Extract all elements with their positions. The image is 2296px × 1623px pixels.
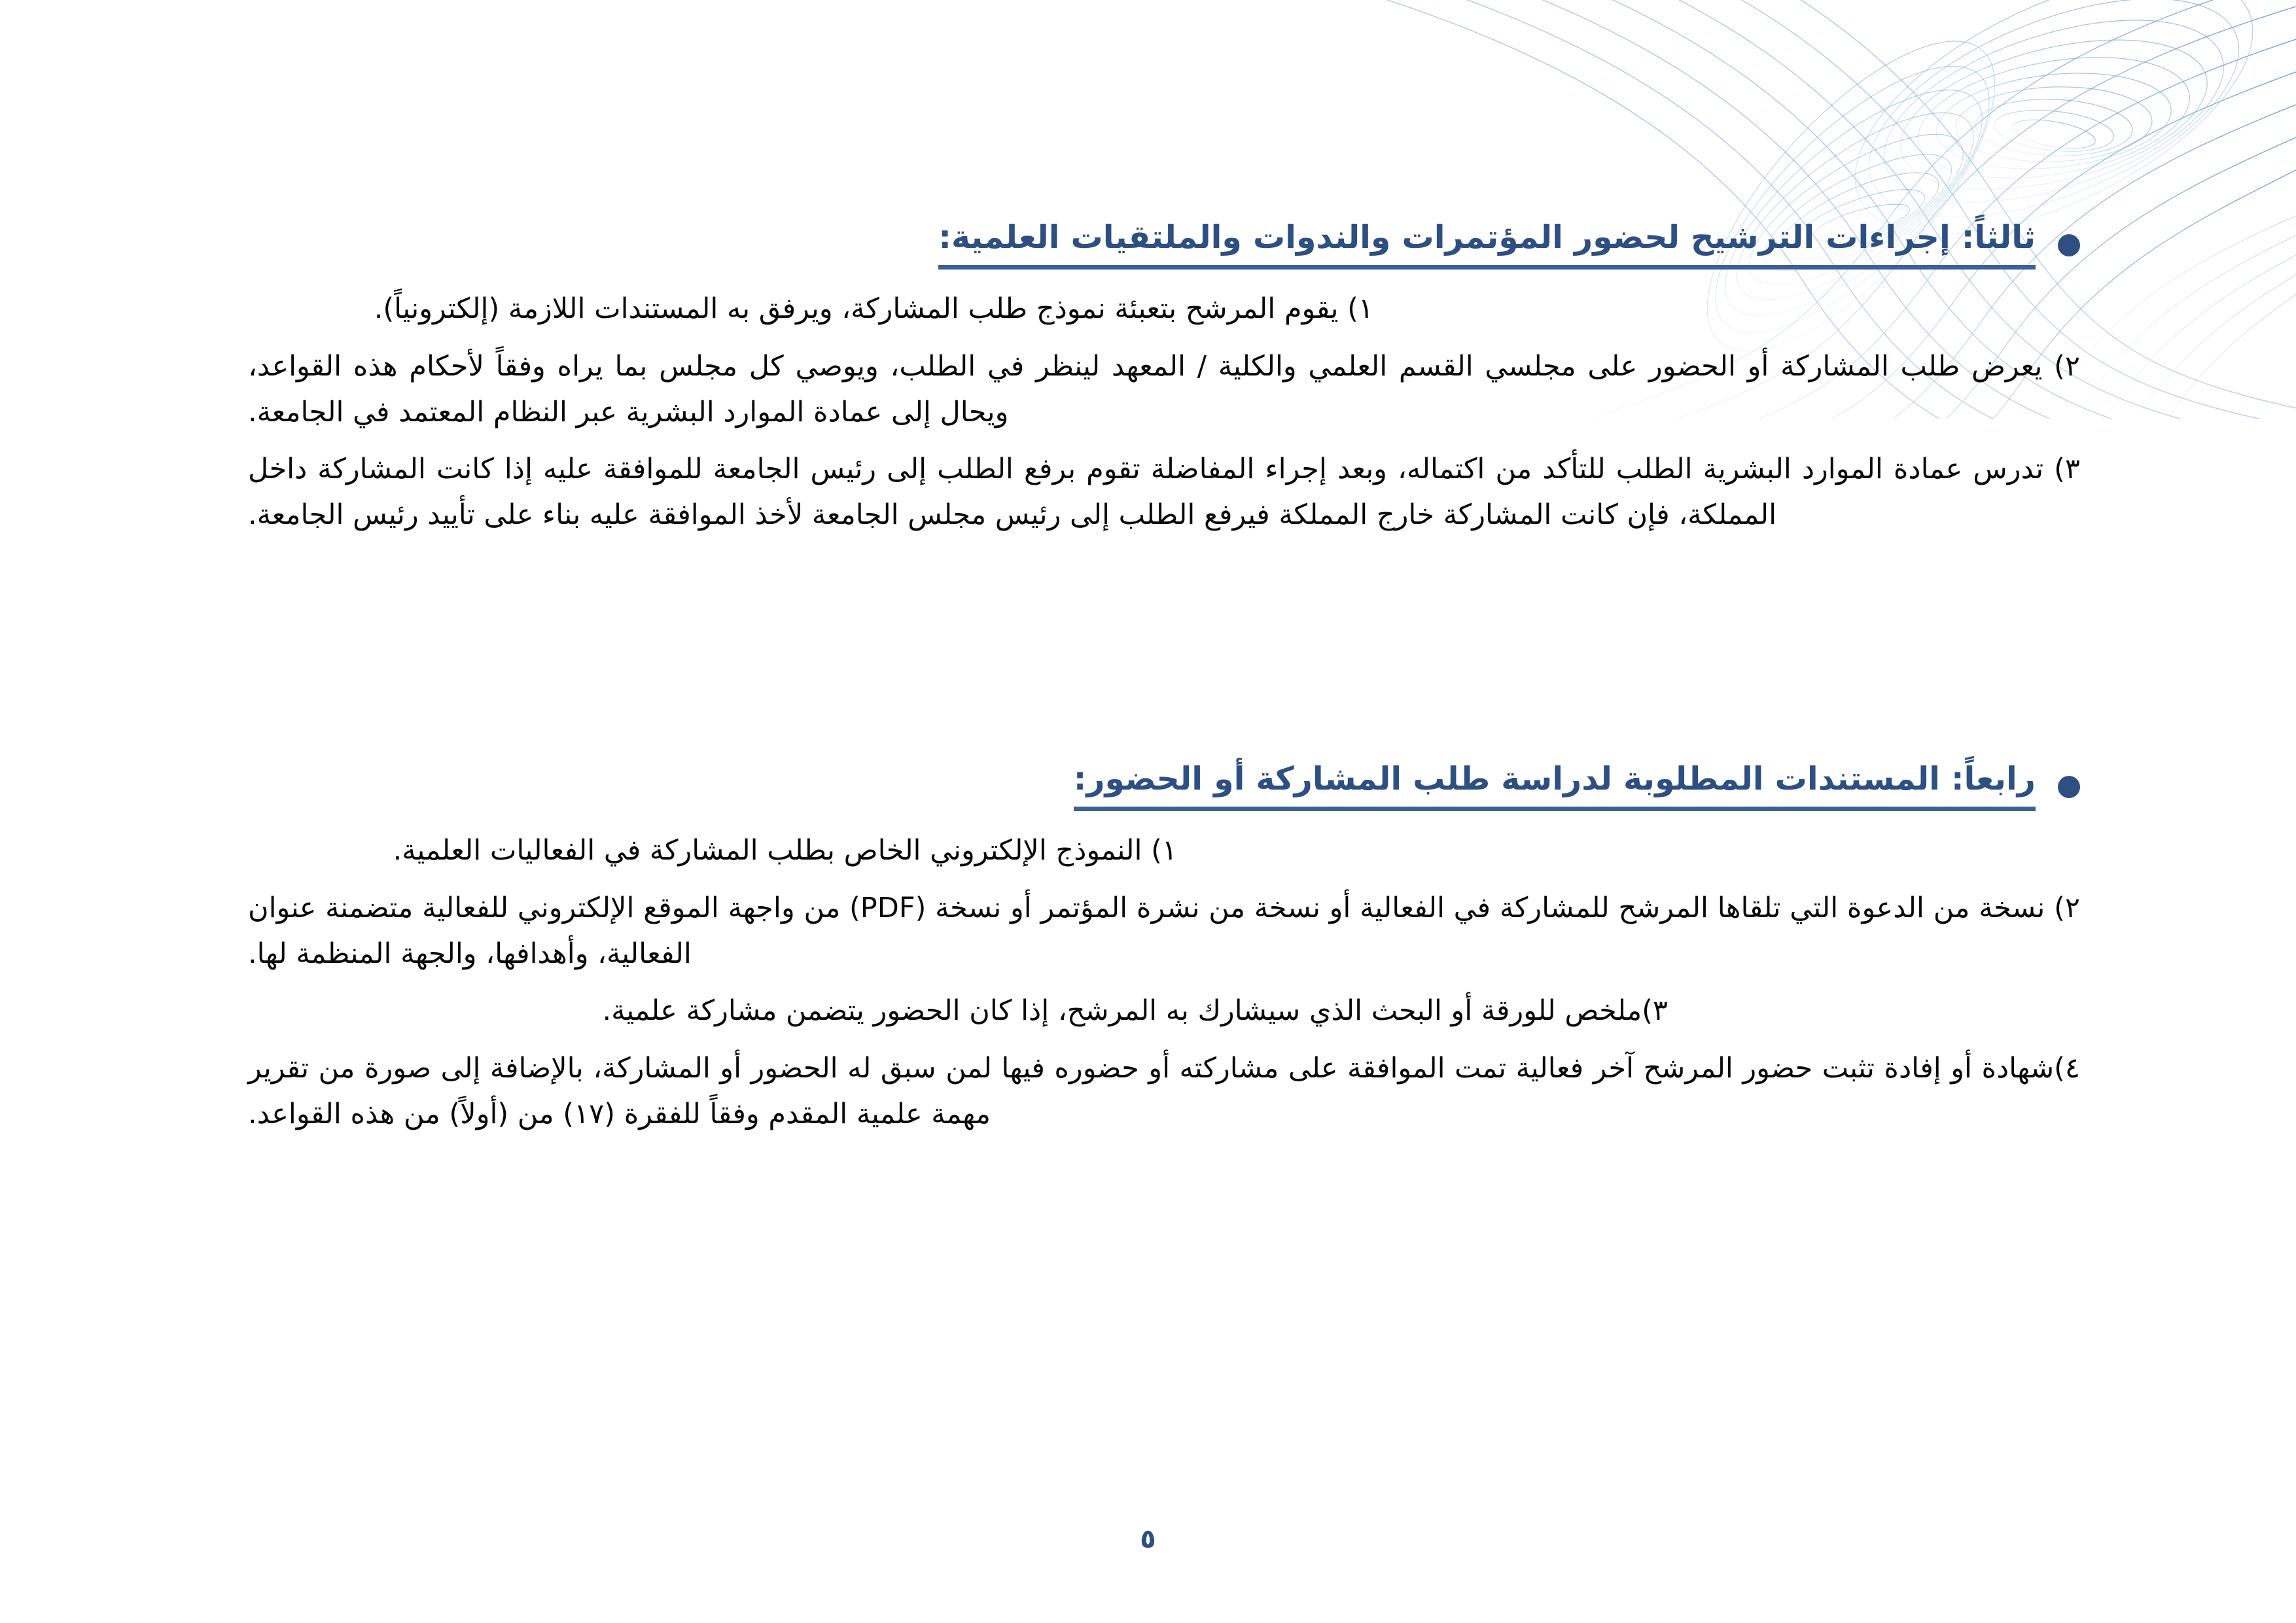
section-third-heading: ثالثاً: إجراءات الترشيح لحضور المؤتمرات والندوات والملتقيات العلمية: <box>938 217 2036 270</box>
section-fourth-item-3: ٣)ملخص للورقة أو البحث الذي سيشارك به المرشح، إذا كان الحضور يتضمن مشاركة علمية. <box>602 994 1668 1028</box>
section-third-item-3: ٣) تدرس عمادة الموارد البشرية الطلب للتأكد من اكتماله، وبعد إجراء المفاضلة تقوم برفع الطلب إلى رئيس الجامعة للموافقة عليه إذا كانت المشاركة داخل المملكة، فإن كانت المشاركة خارج المملكة فيرفع الطلب إلى رئيس مجلس الجامعة لأخذ الموافقة عليه بناء على تأييد رئيس الجامعة. <box>248 453 2080 531</box>
section-fourth-item-4: ٤)شهادة أو إفادة تثبت حضور المرشح آخر فعالية تمت الموافقة على مشاركته أو حضوره فيها لمن سبق له الحضور أو المشاركة، بالإضافة إلى صورة من تقرير مهمة علمية المقدم وفقاً للفقرة (١٧) من (أولاً) من هذه القواعد. <box>248 1051 2080 1130</box>
bullet-icon <box>2058 776 2080 798</box>
section-third-heading-row <box>248 217 2080 270</box>
section-third-item-1: ١) يقوم المرشح بتعبئة نموذج طلب المشاركة، ويرفق به المستندات اللازمة (إلكترونياً). <box>374 292 1373 326</box>
bullet-icon <box>2058 234 2080 256</box>
section-fourth-heading-row <box>248 759 2080 811</box>
section-fourth <box>248 759 2080 1137</box>
section-fourth-item-2: ٢) نسخة من الدعوة التي تلقاها المرشح للمشاركة في الفعالية أو نسخة من نشرة المؤتمر أو نسخة (PDF) من واجهة الموقع الإلكتروني للفعالية متضمنة عنوان الفعالية، وأهدافها، والجهة المنظمة لها. <box>248 891 2080 970</box>
section-third <box>248 217 2080 538</box>
section-fourth-heading: رابعاً: المستندات المطلوبة لدراسة طلب المشاركة أو الحضور: <box>1074 759 2036 811</box>
section-fourth-item-1: ١) النموذج الإلكتروني الخاص بطلب المشاركة في الفعاليات العلمية. <box>393 834 1177 867</box>
page-number: ٥ <box>1140 1524 1156 1554</box>
section-third-item-2: ٢) يعرض طلب المشاركة أو الحضور على مجلسي القسم العلمي والكلية / المعهد لينظر في الطلب، ويوصي كل مجلس بما يراه وفقاً لأحكام هذه القواعد، ويحال إلى عمادة الموارد البشرية عبر النظام المعتمد في الجامعة. <box>248 349 2080 428</box>
